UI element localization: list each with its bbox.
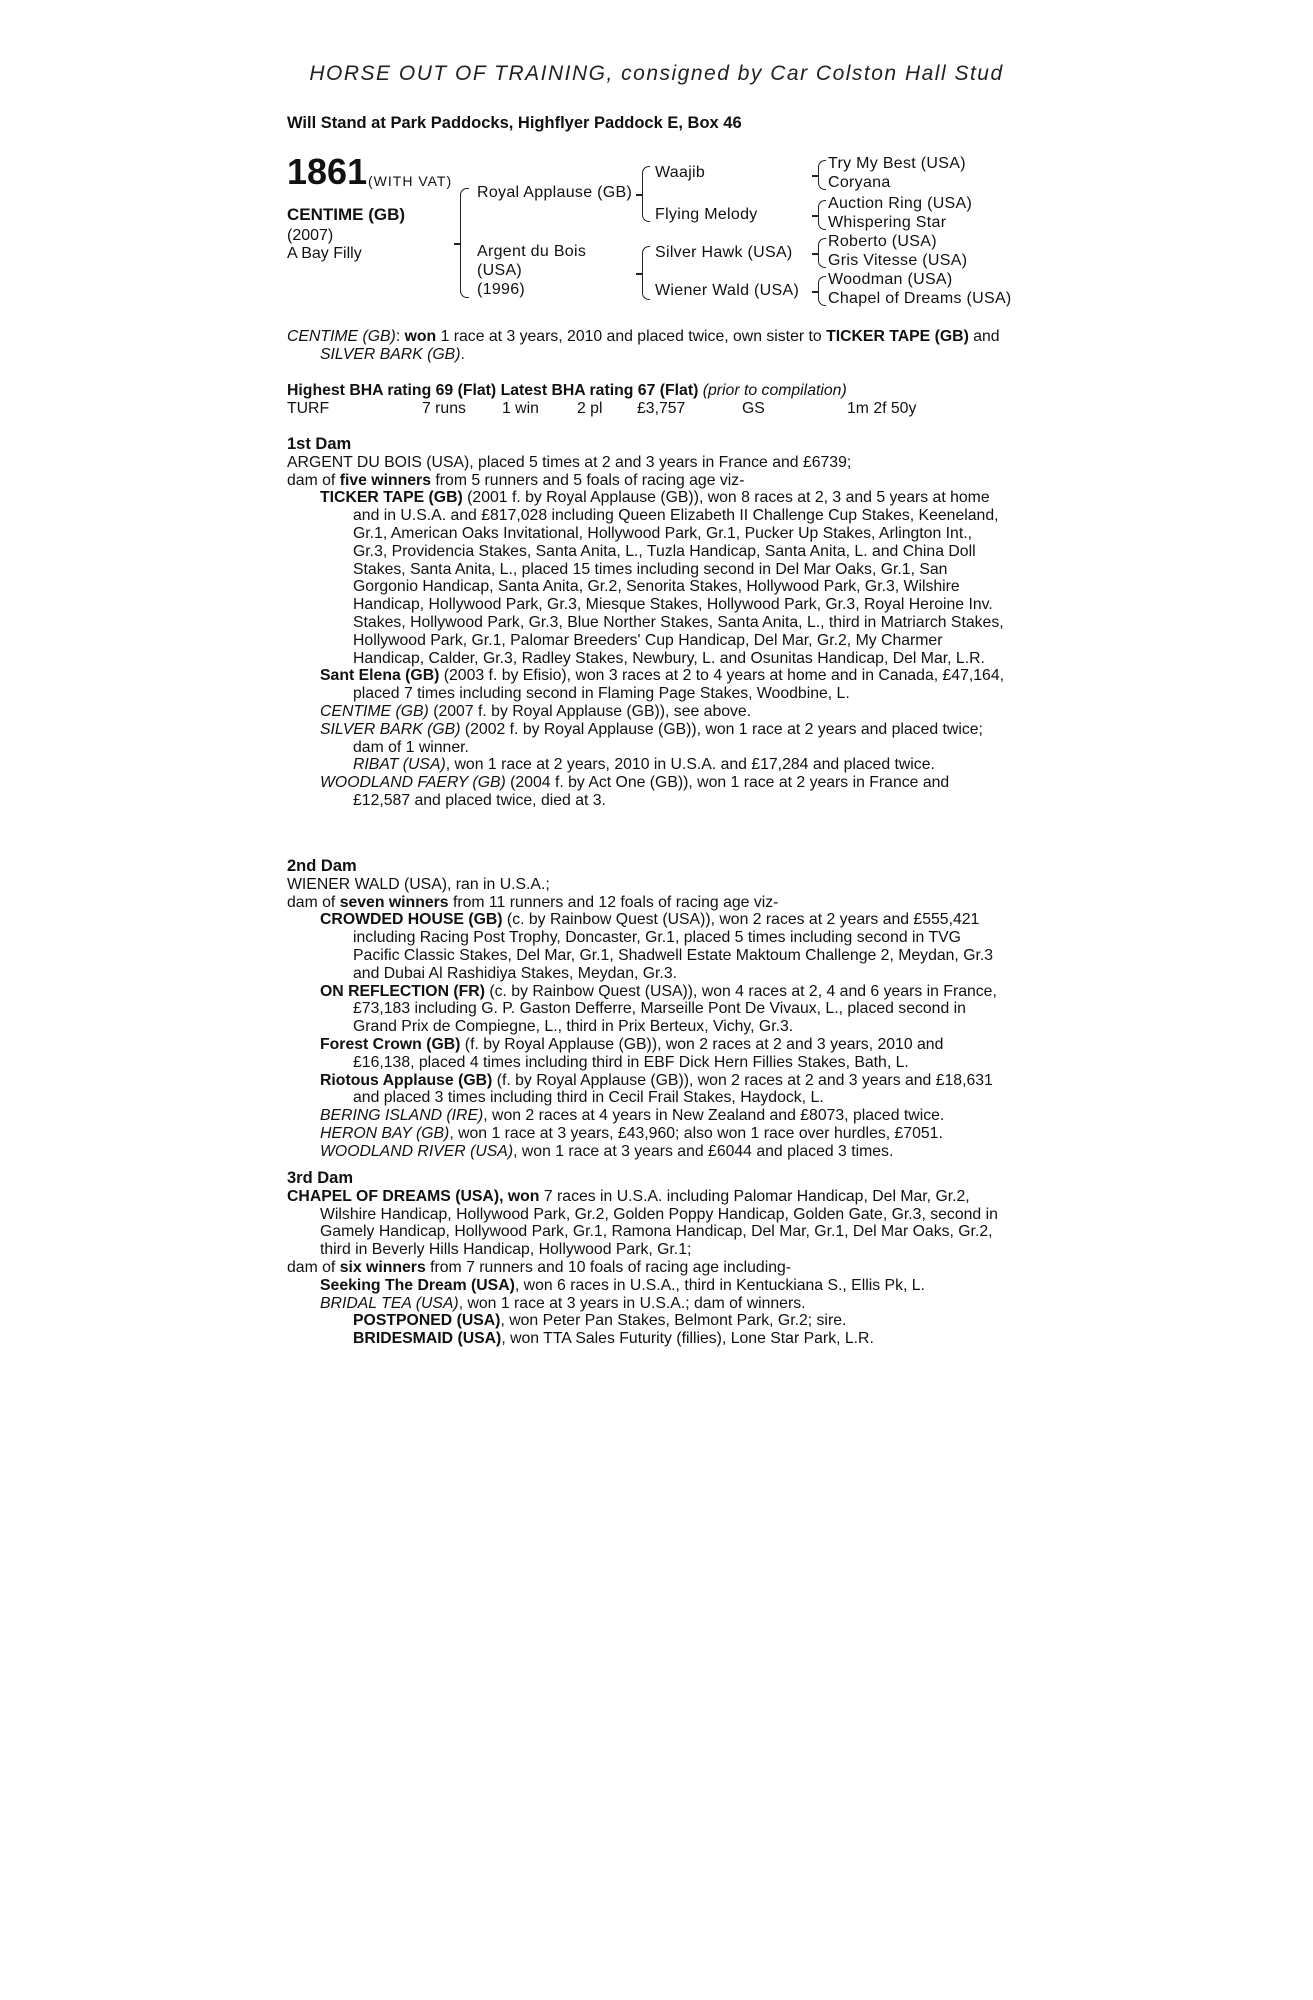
pedigree-brace-ds xyxy=(818,238,826,268)
rating-block xyxy=(287,382,1007,418)
produce-text: (2001 f. by Royal Applause (GB)), won 8 races at 2, 3 and 5 years at home and in U.S.A. and £817,028 including Queen Elizabeth II Challenge Cup Stakes, Keeneland, Gr.1, American Oaks Invitational, Hollywood Park, Gr.1, Pucker Up Stakes, Arlington Int., Gr.3, Providencia Stakes, Santa Anita, L., Tuzla Handicap, Santa Anita, L. and China Doll Stakes, Santa Anita, L., placed 15 times including second in Del Mar Oaks, Gr.1, San Gorgonio Handicap, Santa Anita, Gr.2, Senorita Stakes, Hollywood Park, Gr.3, Wilshire Handicap, Hollywood Park, Gr.3, Miesque Stakes, Hollywood Park, Gr.3, Royal Heroine Inv. Stakes, Hollywood Park, Gr.3, Blue Norther Stakes, Santa Anita, L., third in Matriarch Stakes, Hollywood Park, Gr.1, Palomar Breeders' Cup Handicap, Del Mar, Gr.2, My Charmer Handicap, Calder, Gr.3, Radley Stakes, Newbury, L. and Osunitas Handicap, Del Mar, L.R. xyxy=(353,489,1004,667)
produce-sant-elena xyxy=(287,667,1007,703)
pedigree-sss: Try My Best (USA) xyxy=(828,155,966,172)
rating-going: GS xyxy=(742,399,765,417)
produce-seeking-the-dream xyxy=(287,1277,1007,1295)
first-dam-produce-line xyxy=(287,472,1007,490)
produce-text: (c. by Rainbow Quest (USA)), won 4 races at 2, 4 and 6 years in France, £73,183 including G. P. Gaston Defferre, Marseille Pont De Vivaux, L., placed second in Grand Prix de Compiegne, L., third in Prix Berteux, Vichy, Gr.3. xyxy=(353,982,997,1036)
horse-name: CENTIME (GB) xyxy=(287,205,406,224)
second-dam-produce-a: dam of xyxy=(287,893,340,911)
pedigree-ddd: Chapel of Dreams (USA) xyxy=(828,290,1012,307)
produce-woodland-river xyxy=(287,1143,1007,1161)
produce-text: , won 1 race at 3 years and £6044 and placed 3 times. xyxy=(513,1142,894,1160)
produce-text: (c. by Rainbow Quest (USA)), won 2 races at 2 years and £555,421 including Racing Post Trophy, Doncaster, Gr.1, placed 5 times including second in TVG Pacific Classic Stakes, Del Mar, Gr.1, Shadwell Estate Maktoum Challenge 2, Meydan, Gr.3 and Dubai Al Rashidiya Stakes, Meydan, Gr.3. xyxy=(353,911,994,982)
pedigree-dss: Roberto (USA) xyxy=(828,233,937,250)
produce-text: , won 1 race at 3 years, £43,960; also won 1 race over hurdles, £7051. xyxy=(449,1124,943,1142)
third-dam-produce-line xyxy=(287,1259,1007,1277)
produce-name: RIBAT (USA) xyxy=(353,756,446,774)
first-dam-produce-c: from 5 runners and 5 foals of racing age viz- xyxy=(431,471,745,489)
produce-text: (2007 f. by Royal Applause (GB)), see above. xyxy=(428,702,752,720)
produce-name: BRIDAL TEA (USA) xyxy=(320,1294,459,1312)
produce-name: BRIDESMAID (USA) xyxy=(353,1330,502,1348)
produce-text: (2002 f. by Royal Applause (GB)), won 1 race at 2 years and placed twice; dam of 1 winner. xyxy=(353,720,983,756)
summary-end: . xyxy=(460,345,465,363)
produce-postponed xyxy=(287,1312,1007,1330)
first-dam-section xyxy=(287,436,1007,810)
second-dam-heading: 2nd Dam xyxy=(287,857,357,875)
produce-name: POSTPONED (USA) xyxy=(353,1312,501,1330)
produce-crowded-house xyxy=(287,911,1007,982)
produce-ribat xyxy=(287,756,1007,774)
produce-ticker-tape xyxy=(287,489,1007,667)
rating-surface: TURF xyxy=(287,399,330,417)
third-dam-section xyxy=(287,1170,1007,1348)
summary-ticker: TICKER TAPE (GB) xyxy=(826,328,969,345)
produce-heron-bay xyxy=(287,1125,1007,1143)
produce-name: SILVER BARK (GB) xyxy=(320,720,461,738)
third-dam-heading: 3rd Dam xyxy=(287,1169,354,1187)
first-dam-produce-a: dam of xyxy=(287,471,340,489)
produce-bridesmaid xyxy=(287,1330,1007,1348)
third-dam-produce-c: from 7 runners and 10 foals of racing age including- xyxy=(425,1258,792,1276)
rating-row xyxy=(287,400,1007,418)
lot-number: 1861 xyxy=(287,151,368,192)
produce-text: , won 6 races in U.S.A., third in Kentuckiana S., Ellis Pk, L. xyxy=(514,1276,925,1294)
produce-text: , won Peter Pan Stakes, Belmont Park, Gr.2; sire. xyxy=(500,1312,847,1330)
rating-runs: 7 runs xyxy=(422,399,466,417)
pedigree-brace-main xyxy=(460,188,469,298)
horse-description: A Bay Filly xyxy=(287,245,362,262)
summary-silver: SILVER BARK (GB) xyxy=(320,345,461,363)
first-dam-produce-b: five winners xyxy=(339,471,431,489)
second-dam-produce-line xyxy=(287,894,1007,912)
rating-placed: 2 pl xyxy=(577,399,603,417)
produce-centime xyxy=(287,703,1007,721)
pedigree-brace-sire xyxy=(642,166,650,222)
produce-name: TICKER TAPE (GB) xyxy=(320,489,463,507)
produce-forest-crown xyxy=(287,1036,1007,1072)
produce-name: HERON BAY (GB) xyxy=(320,1124,450,1142)
pedigree-brace-dam xyxy=(642,246,650,300)
pedigree-sds: Auction Ring (USA) xyxy=(828,195,973,212)
produce-name: CROWDED HOUSE (GB) xyxy=(320,911,503,929)
produce-bering-island xyxy=(287,1107,1007,1125)
pedigree-dam-line2: (USA) xyxy=(477,262,523,279)
produce-name: WOODLAND FAERY (GB) xyxy=(320,774,506,792)
produce-name: Riotous Applause (GB) xyxy=(320,1071,493,1089)
horse-year: (2007) xyxy=(287,227,334,244)
produce-text: (f. by Royal Applause (GB)), won 2 races at 2 and 3 years and £18,631 and placed 3 times including third in Cecil Frail Stakes, Haydock, L. xyxy=(353,1071,993,1107)
summary-won: won xyxy=(404,328,437,345)
produce-name: Seeking The Dream (USA) xyxy=(320,1276,515,1294)
produce-name: BERING ISLAND (IRE) xyxy=(320,1107,484,1125)
pedigree-brace-ss xyxy=(818,160,826,190)
pedigree-dam-line3: (1996) xyxy=(477,281,526,298)
third-dam-produce-b: six winners xyxy=(339,1258,426,1276)
produce-woodland-faery xyxy=(287,774,1007,810)
rating-prize: £3,757 xyxy=(637,399,686,417)
second-dam-section xyxy=(287,858,1007,1161)
produce-riotous-applause xyxy=(287,1072,1007,1108)
produce-text: (f. by Royal Applause (GB)), won 2 races at 2 and 3 years, 2010 and £16,138, placed 4 times including third in EBF Dick Hern Fillies Stakes, Bath, L. xyxy=(353,1035,944,1071)
third-dam-name: CHAPEL OF DREAMS (USA) xyxy=(287,1187,500,1205)
produce-name: WOODLAND RIVER (USA) xyxy=(320,1142,514,1160)
pedigree-dsd: Gris Vitesse (USA) xyxy=(828,252,968,269)
second-dam-produce-c: from 11 runners and 12 foals of racing age viz- xyxy=(448,893,779,911)
pedigree-sire-dam: Flying Melody xyxy=(655,206,758,223)
pedigree-sdd: Whispering Star xyxy=(828,214,947,231)
third-dam-line xyxy=(287,1188,1007,1259)
produce-text: (2004 f. by Act One (GB)), won 1 race at 2 years in France and £12,587 and placed twice, died at 3. xyxy=(353,774,950,809)
produce-text: (2003 f. by Efisio), won 3 races at 2 to 4 years at home and in Canada, £47,164, placed 7 times including second in Flaming Page Stakes, Woodbine, L. xyxy=(353,667,1005,703)
produce-name: CENTIME (GB) xyxy=(320,702,429,720)
rating-heading: Highest BHA rating 69 (Flat) Latest BHA rating 67 (Flat) xyxy=(287,382,699,399)
pedigree-ssd: Coryana xyxy=(828,174,891,191)
summary-horse-name: CENTIME (GB) xyxy=(287,328,396,345)
first-dam-heading: 1st Dam xyxy=(287,435,352,453)
produce-silver-bark xyxy=(287,721,1007,757)
second-dam-produce-b: seven winners xyxy=(339,893,449,911)
stand-location: Will Stand at Park Paddocks, Highflyer Paddock E, Box 46 xyxy=(287,114,742,132)
produce-name: Forest Crown (GB) xyxy=(320,1035,461,1053)
pedigree-dam-line1: Argent du Bois xyxy=(477,243,587,260)
summary-and: and xyxy=(968,328,1000,345)
page-title: HORSE OUT OF TRAINING, consigned by Car Colston Hall Stud xyxy=(309,62,1004,85)
pedigree-sire-sire: Waajib xyxy=(655,164,706,181)
produce-name: Sant Elena (GB) xyxy=(320,667,440,685)
third-dam-won: , won xyxy=(499,1187,540,1205)
produce-text: , won 1 race at 2 years, 2010 in U.S.A. and £17,284 and placed twice. xyxy=(445,756,935,774)
produce-text: , won 1 race at 3 years in U.S.A.; dam of winners. xyxy=(458,1294,806,1312)
pedigree-brace-sd xyxy=(818,200,826,230)
rating-note: (prior to compilation) xyxy=(702,382,847,399)
pedigree-dam-sire: Silver Hawk (USA) xyxy=(655,244,793,261)
third-dam-text: 7 races in U.S.A. including Palomar Handicap, Del Mar, Gr.2, Wilshire Handicap, Hollywood Park, Gr.2, Golden Poppy Handicap, Golden Gate, Gr.3, second in Gamely Handicap, Hollywood Park, Gr.1, Ramona Handicap, Del Mar, Gr.1, Del Mar Oaks, Gr.2, third in Beverly Hills Handicap, Hollywood Park, Gr.1; xyxy=(320,1187,998,1259)
pedigree-dam-dam: Wiener Wald (USA) xyxy=(655,282,800,299)
produce-name: ON REFLECTION (FR) xyxy=(320,982,485,1000)
second-dam-line: WIENER WALD (USA), ran in U.S.A.; xyxy=(287,875,550,893)
third-dam-produce-a: dam of xyxy=(287,1258,340,1276)
pedigree-sire: Royal Applause (GB) xyxy=(477,184,633,201)
vat-label: (WITH VAT) xyxy=(368,173,453,189)
pedigree-brace-dd xyxy=(818,276,826,306)
rating-distance: 1m 2f 50y xyxy=(847,399,917,417)
first-dam-line: ARGENT DU BOIS (USA), placed 5 times at 2 and 3 years in France and £6739; xyxy=(287,453,852,471)
produce-text: , won 2 races at 4 years in New Zealand and £8073, placed twice. xyxy=(483,1107,945,1125)
summary-text: 1 race at 3 years, 2010 and placed twice, own sister to xyxy=(436,328,827,345)
rating-wins: 1 win xyxy=(502,399,539,417)
pedigree-dds: Woodman (USA) xyxy=(828,271,953,288)
race-summary: CENTIME (GB): won 1 race at 3 years, 2010 and placed twice, own sister to TICKER TAPE (GB) and SILVER BARK (GB). xyxy=(287,328,1000,363)
produce-text: , won TTA Sales Futurity (fillies), Lone Star Park, L.R. xyxy=(501,1330,874,1348)
produce-bridal-tea xyxy=(287,1295,1007,1313)
produce-on-reflection xyxy=(287,983,1007,1036)
